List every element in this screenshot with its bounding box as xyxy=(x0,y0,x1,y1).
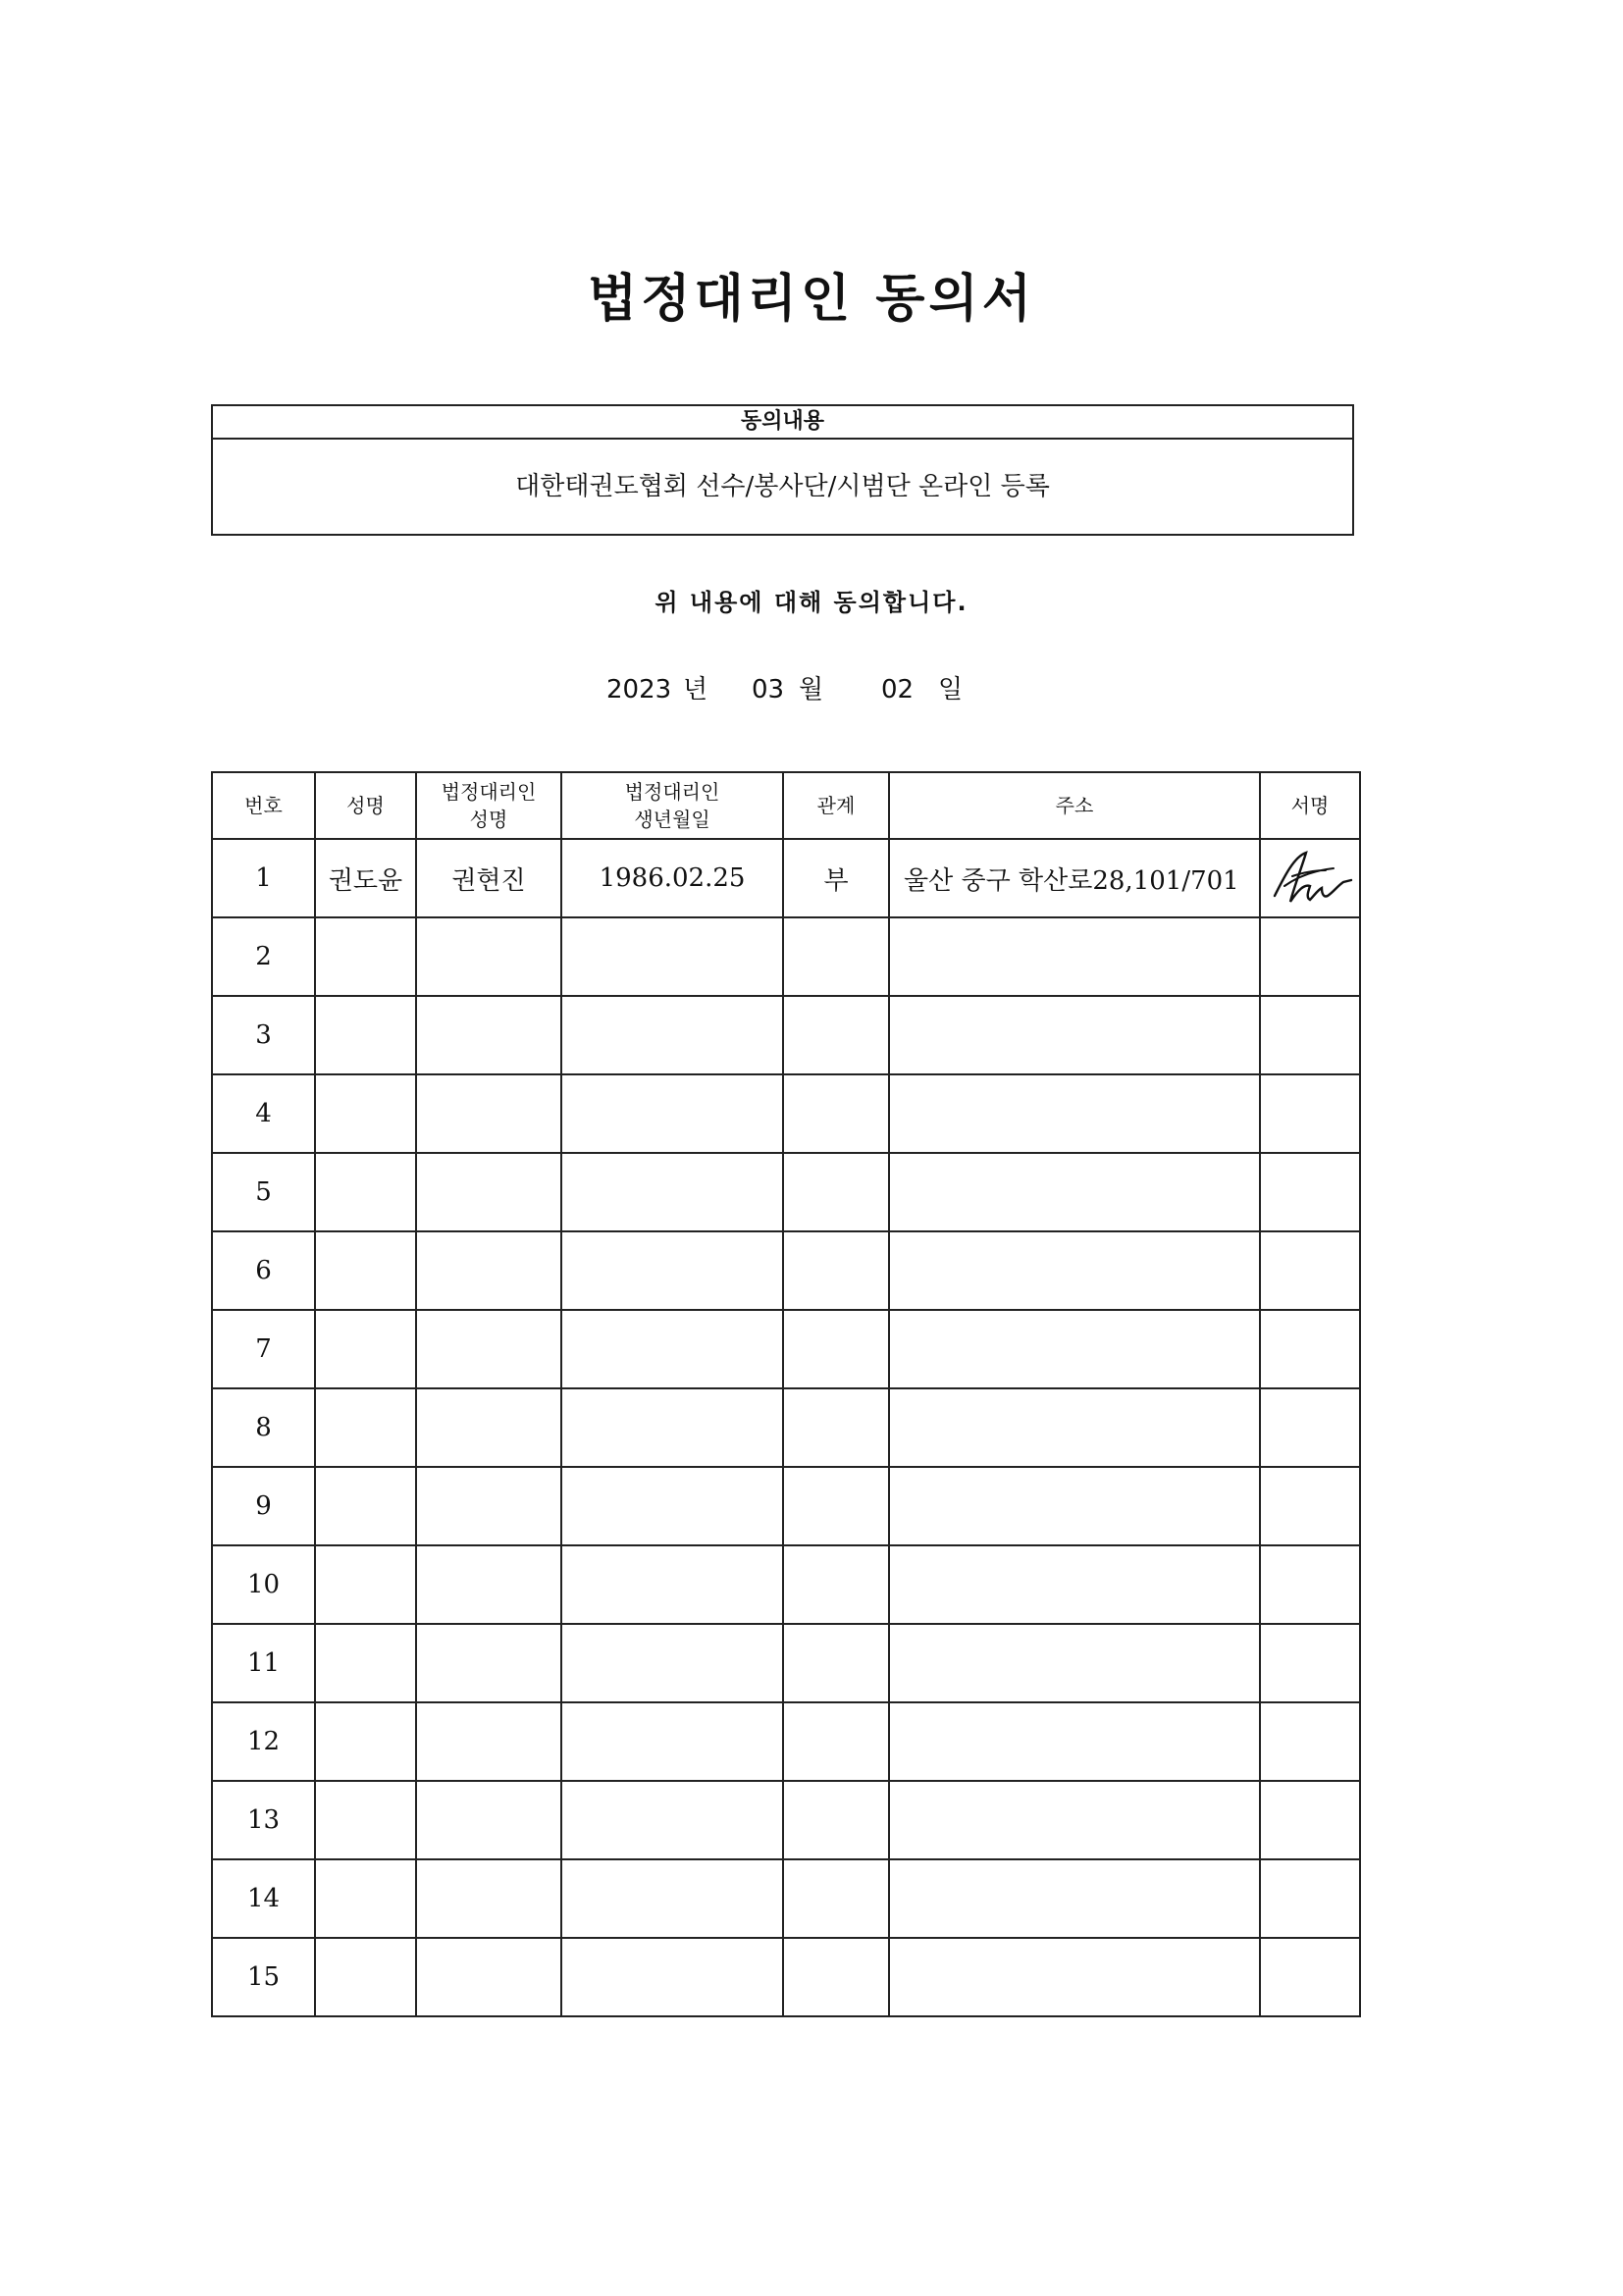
cell-address xyxy=(889,1624,1260,1702)
cell-guardian-name: 권현진 xyxy=(416,839,561,917)
cell-guardian-name xyxy=(416,1310,561,1388)
table-row xyxy=(212,1938,1360,2016)
cell-guardian-name xyxy=(416,1702,561,1781)
consent-header: 동의내용 xyxy=(213,406,1352,440)
header-name: 성명 xyxy=(315,772,416,839)
cell-signature xyxy=(1260,917,1360,996)
signature-icon xyxy=(1265,847,1355,910)
cell-name xyxy=(315,1859,416,1938)
cell-guardian-name xyxy=(416,1545,561,1624)
cell-signature xyxy=(1260,1231,1360,1310)
header-relation: 관계 xyxy=(783,772,889,839)
cell-signature xyxy=(1260,996,1360,1074)
cell-signature xyxy=(1260,1859,1360,1938)
cell-guardian-birth xyxy=(561,1702,783,1781)
cell-name xyxy=(315,917,416,996)
header-guardian-name xyxy=(416,772,561,839)
table-header-row xyxy=(212,772,1360,839)
cell-signature xyxy=(1260,839,1360,917)
cell-guardian-birth xyxy=(561,917,783,996)
cell-guardian-birth xyxy=(561,1231,783,1310)
cell-guardian-birth xyxy=(561,1074,783,1153)
cell-guardian-birth xyxy=(561,996,783,1074)
cell-guardian-name xyxy=(416,996,561,1074)
cell-name xyxy=(315,1624,416,1702)
date-month-unit: 월 xyxy=(799,675,824,704)
cell-guardian-birth xyxy=(561,1467,783,1545)
table-row xyxy=(212,1702,1360,1781)
cell-relation xyxy=(783,1938,889,2016)
cell-relation xyxy=(783,1702,889,1781)
cell-no: 9 xyxy=(212,1467,315,1545)
cell-guardian-name xyxy=(416,1388,561,1467)
table-row xyxy=(212,839,1360,917)
cell-guardian-birth: 1986.02.25 xyxy=(561,839,783,917)
cell-signature xyxy=(1260,1545,1360,1624)
cell-guardian-name xyxy=(416,1624,561,1702)
cell-no: 14 xyxy=(212,1859,315,1938)
cell-relation xyxy=(783,1859,889,1938)
cell-guardian-birth xyxy=(561,1153,783,1231)
cell-name xyxy=(315,1545,416,1624)
table-row xyxy=(212,1231,1360,1310)
document-title: 법정대리인 동의서 xyxy=(588,270,1035,329)
header-guardian-birth-line2: 생년월일 xyxy=(634,808,710,831)
table-row xyxy=(212,1545,1360,1624)
cell-name xyxy=(315,996,416,1074)
consent-content: 대한태권도협회 선수/봉사단/시범단 온라인 등록 xyxy=(515,472,1050,501)
cell-relation xyxy=(783,1153,889,1231)
cell-relation xyxy=(783,1074,889,1153)
cell-no: 7 xyxy=(212,1310,315,1388)
consent-box xyxy=(211,404,1354,536)
cell-name xyxy=(315,1938,416,2016)
cell-address xyxy=(889,1153,1260,1231)
cell-guardian-name xyxy=(416,1781,561,1859)
cell-no: 8 xyxy=(212,1388,315,1467)
cell-signature xyxy=(1260,1938,1360,2016)
cell-no: 10 xyxy=(212,1545,315,1624)
cell-guardian-name xyxy=(416,1467,561,1545)
cell-name: 권도윤 xyxy=(315,839,416,917)
cell-relation xyxy=(783,1310,889,1388)
header-guardian-birth xyxy=(561,772,783,839)
cell-guardian-name xyxy=(416,1153,561,1231)
cell-no: 12 xyxy=(212,1702,315,1781)
cell-name xyxy=(315,1781,416,1859)
cell-address xyxy=(889,1702,1260,1781)
table-row xyxy=(212,1781,1360,1859)
cell-no: 3 xyxy=(212,996,315,1074)
cell-guardian-name xyxy=(416,917,561,996)
cell-signature xyxy=(1260,1388,1360,1467)
date-day: 02 xyxy=(881,675,915,704)
cell-signature xyxy=(1260,1624,1360,1702)
cell-signature xyxy=(1260,1467,1360,1545)
cell-address xyxy=(889,1388,1260,1467)
cell-signature xyxy=(1260,1153,1360,1231)
cell-signature xyxy=(1260,1074,1360,1153)
table-row xyxy=(212,1310,1360,1388)
cell-guardian-birth xyxy=(561,1310,783,1388)
cell-no: 15 xyxy=(212,1938,315,2016)
header-address: 주소 xyxy=(889,772,1260,839)
cell-relation: 부 xyxy=(783,839,889,917)
cell-guardian-name xyxy=(416,1231,561,1310)
cell-address: 울산 중구 학산로28,101/701 xyxy=(889,839,1260,917)
table-row xyxy=(212,917,1360,996)
cell-name xyxy=(315,1467,416,1545)
header-guardian-name-line1: 법정대리인 xyxy=(441,780,537,804)
table-row xyxy=(212,1624,1360,1702)
cell-name xyxy=(315,1153,416,1231)
cell-guardian-birth xyxy=(561,1781,783,1859)
cell-guardian-birth xyxy=(561,1938,783,2016)
cell-relation xyxy=(783,1545,889,1624)
agree-statement: 위 내용에 대해 동의합니다. xyxy=(654,589,969,616)
cell-relation xyxy=(783,1388,889,1467)
table-row xyxy=(212,1859,1360,1938)
cell-guardian-birth xyxy=(561,1859,783,1938)
cell-name xyxy=(315,1388,416,1467)
cell-no: 11 xyxy=(212,1624,315,1702)
header-guardian-birth-line1: 법정대리인 xyxy=(624,780,720,804)
date-year: 2023 xyxy=(606,675,672,704)
cell-guardian-birth xyxy=(561,1545,783,1624)
cell-relation xyxy=(783,1781,889,1859)
cell-address xyxy=(889,1074,1260,1153)
cell-name xyxy=(315,1074,416,1153)
cell-guardian-birth xyxy=(561,1624,783,1702)
cell-address xyxy=(889,1545,1260,1624)
table-row xyxy=(212,1153,1360,1231)
cell-no: 2 xyxy=(212,917,315,996)
table-row xyxy=(212,1467,1360,1545)
cell-address xyxy=(889,1938,1260,2016)
cell-signature xyxy=(1260,1702,1360,1781)
cell-address xyxy=(889,1310,1260,1388)
cell-signature xyxy=(1260,1781,1360,1859)
table-row xyxy=(212,996,1360,1074)
cell-name xyxy=(315,1702,416,1781)
cell-address xyxy=(889,1231,1260,1310)
cell-name xyxy=(315,1231,416,1310)
cell-relation xyxy=(783,1624,889,1702)
cell-relation xyxy=(783,917,889,996)
cell-no: 6 xyxy=(212,1231,315,1310)
date-day-unit: 일 xyxy=(938,675,964,704)
cell-relation xyxy=(783,1467,889,1545)
cell-guardian-birth xyxy=(561,1388,783,1467)
cell-guardian-name xyxy=(416,1938,561,2016)
cell-address xyxy=(889,1781,1260,1859)
cell-name xyxy=(315,1310,416,1388)
cell-no: 4 xyxy=(212,1074,315,1153)
cell-address xyxy=(889,996,1260,1074)
date-year-unit: 년 xyxy=(683,675,708,704)
guardian-table xyxy=(211,771,1361,2017)
cell-no: 1 xyxy=(212,839,315,917)
header-guardian-name-line2: 성명 xyxy=(469,808,508,831)
date-month: 03 xyxy=(752,675,785,704)
table-row xyxy=(212,1388,1360,1467)
cell-relation xyxy=(783,1231,889,1310)
cell-address xyxy=(889,1859,1260,1938)
cell-no: 13 xyxy=(212,1781,315,1859)
header-no: 번호 xyxy=(212,772,315,839)
cell-address xyxy=(889,1467,1260,1545)
cell-relation xyxy=(783,996,889,1074)
cell-signature xyxy=(1260,1310,1360,1388)
cell-no: 5 xyxy=(212,1153,315,1231)
table-row xyxy=(212,1074,1360,1153)
cell-address xyxy=(889,917,1260,996)
header-signature: 서명 xyxy=(1260,772,1360,839)
cell-guardian-name xyxy=(416,1074,561,1153)
cell-guardian-name xyxy=(416,1859,561,1938)
